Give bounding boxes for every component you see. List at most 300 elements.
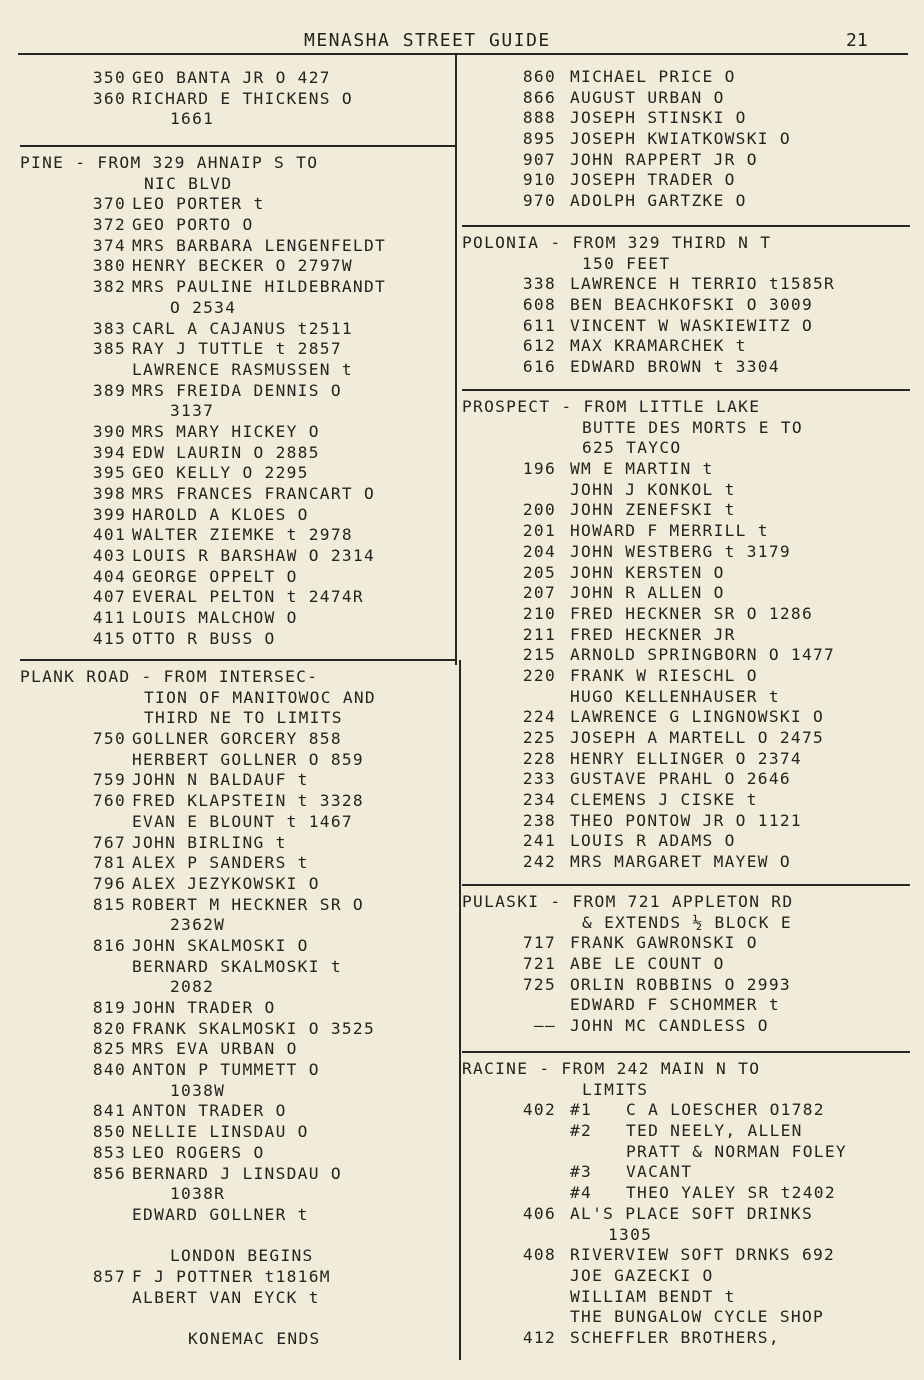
listing-row bbox=[462, 274, 908, 295]
listing-row bbox=[20, 1308, 454, 1329]
street-heading-row bbox=[462, 397, 908, 418]
unit-number: #3 bbox=[570, 1162, 593, 1182]
resident-name: F J POTTNER t1816M bbox=[132, 1266, 331, 1286]
resident-name: JOHN TRADER O bbox=[132, 998, 276, 1017]
section-divider bbox=[20, 145, 457, 147]
house-number: 225 bbox=[522, 728, 556, 747]
right-column-section bbox=[462, 233, 908, 378]
house-number: 224 bbox=[522, 707, 556, 727]
listing-row bbox=[20, 629, 454, 650]
house-number: 796 bbox=[92, 873, 126, 893]
resident-name: ABE LE COUNT O bbox=[570, 954, 725, 974]
left-column-section bbox=[20, 68, 454, 130]
house-number: 616 bbox=[522, 357, 556, 377]
listing-row bbox=[462, 542, 908, 563]
house-number: 370 bbox=[92, 194, 126, 214]
listing-row bbox=[20, 587, 454, 608]
resident-name: HERBERT GOLLNER O 859 bbox=[132, 749, 364, 769]
listing-row bbox=[462, 645, 908, 666]
listing-row bbox=[462, 438, 908, 459]
resident-name: JOSEPH TRADER O bbox=[570, 170, 736, 190]
resident-name: THEO YALEY SR t2402 bbox=[626, 1183, 836, 1203]
page-title: MENASHA STREET GUIDE bbox=[304, 30, 551, 51]
listing-row bbox=[462, 316, 908, 337]
listing-row bbox=[20, 853, 454, 874]
listing-row bbox=[20, 1164, 454, 1185]
resident-name: JOSEPH A MARTELL O 2475 bbox=[570, 728, 825, 747]
resident-name: JOHN BIRLING t bbox=[132, 832, 287, 852]
resident-name: JOSEPH STINSKI O bbox=[570, 108, 747, 128]
listing-row bbox=[20, 874, 454, 895]
header-rule bbox=[18, 53, 908, 55]
street-heading-row bbox=[20, 667, 454, 688]
section-divider bbox=[462, 1051, 910, 1053]
house-number: 401 bbox=[92, 525, 126, 545]
resident-name: FRANK W RIESCHL O bbox=[570, 665, 758, 685]
listing-row bbox=[462, 975, 908, 996]
house-number: 412 bbox=[522, 1327, 556, 1347]
house-number: 220 bbox=[522, 665, 556, 685]
resident-name: WILLIAM BENDT t bbox=[570, 1286, 736, 1306]
resident-name: EDWARD F SCHOMMER t bbox=[570, 995, 780, 1015]
resident-name: ARNOLD SPRINGBORN O 1477 bbox=[570, 645, 836, 665]
house-number: 820 bbox=[92, 1018, 126, 1038]
listing-row bbox=[462, 995, 908, 1016]
listing-row bbox=[20, 1246, 454, 1267]
listing-row bbox=[20, 525, 454, 546]
resident-name: 1038R bbox=[170, 1184, 226, 1204]
street-heading: PLANK ROAD - FROM INTERSEC- bbox=[20, 667, 319, 686]
house-number: 760 bbox=[92, 791, 126, 811]
listing-row bbox=[462, 88, 908, 109]
listing-row bbox=[20, 957, 454, 978]
house-number: 910 bbox=[522, 170, 556, 190]
resident-name: EDWARD GOLLNER t bbox=[132, 1204, 309, 1224]
resident-name: ANTON TRADER O bbox=[132, 1101, 287, 1121]
listing-row bbox=[20, 915, 454, 936]
resident-name: BUTTE DES MORTS E TO bbox=[582, 417, 803, 437]
listing-row bbox=[20, 1081, 454, 1102]
listing-row bbox=[20, 339, 454, 360]
listing-row bbox=[462, 254, 908, 275]
right-column-section bbox=[462, 397, 908, 873]
listing-row bbox=[462, 336, 908, 357]
house-number: 215 bbox=[522, 645, 556, 665]
resident-name: JOHN N BALDAUF t bbox=[132, 770, 309, 790]
listing-row bbox=[462, 295, 908, 316]
resident-name: JOHN SKALMOSKI O bbox=[132, 935, 309, 955]
house-number: 233 bbox=[522, 769, 556, 789]
house-number: 888 bbox=[522, 108, 556, 128]
house-number: 853 bbox=[92, 1142, 126, 1162]
house-number: 390 bbox=[92, 421, 126, 441]
resident-name: 1038W bbox=[170, 1080, 226, 1100]
resident-name: EVAN E BLOUNT t 1467 bbox=[132, 811, 353, 831]
house-number: 372 bbox=[92, 215, 126, 235]
house-number: 399 bbox=[92, 504, 126, 524]
listing-row bbox=[462, 500, 908, 521]
house-number: 725 bbox=[522, 974, 556, 994]
listing-row bbox=[462, 1204, 908, 1225]
listing-row bbox=[20, 936, 454, 957]
house-number: 207 bbox=[522, 583, 556, 603]
listing-row bbox=[462, 563, 908, 584]
house-number: 767 bbox=[92, 832, 126, 852]
resident-name: BERNARD J LINSDAU O bbox=[132, 1163, 342, 1183]
resident-name: 3137 bbox=[170, 401, 215, 421]
listing-row bbox=[20, 708, 454, 729]
listing-row bbox=[462, 707, 908, 728]
listing-row bbox=[462, 831, 908, 852]
listing-row bbox=[20, 750, 454, 771]
resident-name: AUGUST URBAN O bbox=[570, 87, 725, 107]
listing-row bbox=[462, 129, 908, 150]
listing-row bbox=[462, 1307, 908, 1328]
listing-row bbox=[20, 319, 454, 340]
listing-row bbox=[462, 357, 908, 378]
resident-name: C A LOESCHER O1782 bbox=[626, 1100, 825, 1120]
listing-row bbox=[462, 1121, 908, 1142]
street-heading-row bbox=[462, 1059, 908, 1080]
listing-row bbox=[462, 666, 908, 687]
listing-row bbox=[20, 298, 454, 319]
resident-name: GEO BANTA JR O 427 bbox=[132, 68, 331, 87]
house-number: 404 bbox=[92, 566, 126, 586]
resident-name: SCHEFFLER BROTHERS, bbox=[570, 1327, 780, 1347]
resident-name: MRS MARGARET MAYEW O bbox=[570, 852, 791, 872]
listing-row bbox=[20, 381, 454, 402]
resident-name: BEN BEACHKOFSKI O 3009 bbox=[570, 295, 814, 315]
listing-row bbox=[20, 608, 454, 629]
resident-name: 625 TAYCO bbox=[582, 438, 682, 458]
resident-name: ALBERT VAN EYCK t bbox=[132, 1287, 320, 1307]
resident-name: LIMITS bbox=[582, 1079, 649, 1099]
listing-row bbox=[462, 954, 908, 975]
resident-name: GEORGE OPPELT O bbox=[132, 566, 298, 586]
resident-name: TION OF MANITOWOC AND bbox=[144, 687, 376, 707]
listing-row bbox=[20, 1184, 454, 1205]
listing-row bbox=[20, 729, 454, 750]
house-number: 380 bbox=[92, 256, 126, 276]
listing-row bbox=[20, 422, 454, 443]
section-divider bbox=[462, 884, 910, 886]
house-number: 721 bbox=[522, 954, 556, 974]
resident-name: VACANT bbox=[626, 1162, 693, 1182]
resident-name: JOHN WESTBERG t 3179 bbox=[570, 541, 791, 561]
listing-row bbox=[462, 1080, 908, 1101]
resident-name: BERNARD SKALMOSKI t bbox=[132, 956, 342, 976]
unit-number: #4 bbox=[570, 1183, 593, 1203]
resident-name: JOHN KERSTEN O bbox=[570, 562, 725, 582]
street-heading-row bbox=[462, 233, 908, 254]
listing-row bbox=[20, 360, 454, 381]
house-number: 841 bbox=[92, 1101, 126, 1121]
street-heading: RACINE - FROM 242 MAIN N TO bbox=[462, 1059, 761, 1078]
listing-row bbox=[20, 236, 454, 257]
listing-row bbox=[20, 895, 454, 916]
listing-row bbox=[462, 1183, 908, 1204]
resident-name: LONDON BEGINS bbox=[170, 1246, 314, 1266]
resident-name: LOUIS R BARSHAW O 2314 bbox=[132, 546, 376, 566]
street-heading: PINE - FROM 329 AHNAIP S TO bbox=[20, 153, 319, 172]
house-number: 385 bbox=[92, 339, 126, 359]
listing-row bbox=[462, 108, 908, 129]
resident-name: FRED HECKNER SR O 1286 bbox=[570, 603, 814, 623]
resident-name: RICHARD E THICKENS O bbox=[132, 88, 353, 108]
resident-name: NIC BLVD bbox=[144, 173, 233, 193]
resident-name: 2082 bbox=[170, 977, 215, 997]
resident-name: FRED KLAPSTEIN t 3328 bbox=[132, 791, 364, 811]
resident-name: MRS MARY HICKEY O bbox=[132, 421, 320, 441]
listing-row bbox=[20, 463, 454, 484]
listing-row bbox=[20, 109, 454, 130]
listing-row bbox=[20, 977, 454, 998]
listing-row bbox=[20, 68, 454, 89]
listing-row bbox=[20, 1288, 454, 1309]
page-header bbox=[0, 30, 924, 52]
resident-name: LEO PORTER t bbox=[132, 194, 265, 214]
house-number: 819 bbox=[92, 998, 126, 1017]
house-number: 201 bbox=[522, 521, 556, 541]
unit-number: #1 bbox=[570, 1100, 593, 1120]
listing-row bbox=[20, 833, 454, 854]
listing-row bbox=[462, 1162, 908, 1183]
resident-name: ROBERT M HECKNER SR O bbox=[132, 894, 364, 914]
resident-name: ALEX P SANDERS t bbox=[132, 853, 309, 873]
house-number: 411 bbox=[92, 608, 126, 628]
house-number: —— bbox=[533, 1016, 556, 1036]
listing-row bbox=[462, 1245, 908, 1266]
resident-name: THE BUNGALOW CYCLE SHOP bbox=[570, 1307, 825, 1327]
house-number: 204 bbox=[522, 541, 556, 561]
resident-name: WM E MARTIN t bbox=[570, 459, 714, 479]
listing-row bbox=[462, 604, 908, 625]
listing-row bbox=[20, 1143, 454, 1164]
section-divider bbox=[462, 225, 910, 227]
house-number: 907 bbox=[522, 149, 556, 169]
listing-row bbox=[462, 1142, 908, 1163]
house-number: 406 bbox=[522, 1203, 556, 1223]
resident-name: JOSEPH KWIATKOWSKI O bbox=[570, 129, 791, 149]
resident-name: ADOLPH GARTZKE O bbox=[570, 191, 747, 211]
listing-row bbox=[20, 1205, 454, 1226]
house-number: 608 bbox=[522, 295, 556, 315]
resident-name: & EXTENDS ½ BLOCK E bbox=[582, 912, 792, 932]
resident-name: HENRY ELLINGER O 2374 bbox=[570, 748, 802, 768]
house-number: 857 bbox=[92, 1266, 126, 1286]
house-number: 210 bbox=[522, 603, 556, 623]
resident-name: GEO KELLY O 2295 bbox=[132, 463, 309, 483]
right-column-section bbox=[462, 1059, 908, 1349]
resident-name: FRANK SKALMOSKI O 3525 bbox=[132, 1018, 376, 1038]
listing-row bbox=[462, 67, 908, 88]
house-number: 816 bbox=[92, 935, 126, 955]
resident-name: AL'S PLACE SOFT DRINKS bbox=[570, 1203, 814, 1223]
listing-row bbox=[462, 1016, 908, 1037]
resident-name: CARL A CAJANUS t2511 bbox=[132, 318, 353, 338]
resident-name: PRATT & NORMAN FOLEY bbox=[626, 1141, 847, 1161]
house-number: 234 bbox=[522, 790, 556, 810]
listing-row bbox=[20, 1329, 454, 1350]
house-number: 228 bbox=[522, 748, 556, 768]
house-number: 895 bbox=[522, 129, 556, 149]
resident-name: O 2534 bbox=[170, 297, 237, 317]
house-number: 238 bbox=[522, 810, 556, 830]
listing-row bbox=[462, 191, 908, 212]
listing-row bbox=[462, 749, 908, 770]
listing-row bbox=[462, 811, 908, 832]
listing-row bbox=[462, 728, 908, 749]
listing-row bbox=[20, 546, 454, 567]
listing-row bbox=[462, 1328, 908, 1349]
house-number: 815 bbox=[92, 894, 126, 914]
resident-name: TED NEELY, ALLEN bbox=[626, 1121, 803, 1141]
listing-row bbox=[20, 1060, 454, 1081]
house-number: 759 bbox=[92, 770, 126, 790]
resident-name: LAWRENCE G LINGNOWSKI O bbox=[570, 707, 825, 727]
listing-row bbox=[462, 1100, 908, 1121]
resident-name: KONEMAC ENDS bbox=[188, 1329, 321, 1348]
resident-name: GUSTAVE PRAHL O 2646 bbox=[570, 769, 791, 789]
house-number: 338 bbox=[522, 274, 556, 294]
listing-row bbox=[20, 688, 454, 709]
house-number: 840 bbox=[92, 1060, 126, 1080]
resident-name: ANTON P TUMMETT O bbox=[132, 1060, 320, 1080]
house-number: 717 bbox=[522, 933, 556, 953]
resident-name: MRS PAULINE HILDEBRANDT bbox=[132, 277, 387, 297]
listing-row bbox=[462, 625, 908, 646]
resident-name: LEO ROGERS O bbox=[132, 1142, 265, 1162]
listing-row bbox=[462, 480, 908, 501]
resident-name: JOHN ZENEFSKI t bbox=[570, 500, 736, 520]
house-number: 394 bbox=[92, 442, 126, 462]
resident-name: NELLIE LINSDAU O bbox=[132, 1122, 309, 1142]
house-number: 415 bbox=[92, 628, 126, 648]
page-number: 21 bbox=[846, 30, 868, 51]
resident-name: HOWARD F MERRILL t bbox=[570, 521, 769, 541]
listing-row bbox=[462, 1266, 908, 1287]
house-number: 611 bbox=[522, 315, 556, 335]
listing-row bbox=[462, 1225, 908, 1246]
resident-name: JOHN R ALLEN O bbox=[570, 583, 725, 603]
house-number: 205 bbox=[522, 562, 556, 582]
house-number: 389 bbox=[92, 380, 126, 400]
resident-name: 2362W bbox=[170, 915, 226, 935]
house-number: 398 bbox=[92, 484, 126, 503]
house-number: 850 bbox=[92, 1122, 126, 1142]
resident-name: JOHN J KONKOL t bbox=[570, 479, 736, 499]
right-column-section bbox=[462, 892, 908, 1037]
resident-name: HAROLD A KLOES O bbox=[132, 504, 309, 524]
resident-name: LOUIS R ADAMS O bbox=[570, 831, 736, 851]
listing-row bbox=[20, 1039, 454, 1060]
unit-number: #2 bbox=[570, 1121, 593, 1141]
resident-name: MRS EVA URBAN O bbox=[132, 1039, 298, 1059]
resident-name: CLEMENS J CISKE t bbox=[570, 790, 758, 810]
left-column-section bbox=[20, 667, 454, 1350]
listing-row bbox=[462, 150, 908, 171]
listing-row bbox=[20, 791, 454, 812]
resident-name: EDWARD BROWN t 3304 bbox=[570, 357, 780, 377]
resident-name: EVERAL PELTON t 2474R bbox=[132, 587, 364, 607]
listing-row bbox=[20, 998, 454, 1019]
resident-name: 1661 bbox=[170, 109, 215, 129]
house-number: 241 bbox=[522, 831, 556, 851]
resident-name: 150 FEET bbox=[582, 253, 671, 273]
listing-row bbox=[20, 89, 454, 110]
listing-row bbox=[462, 913, 908, 934]
right-column-section bbox=[462, 67, 908, 212]
resident-name: RAY J TUTTLE t 2857 bbox=[132, 339, 342, 359]
listing-row bbox=[20, 770, 454, 791]
resident-name: MAX KRAMARCHEK t bbox=[570, 336, 747, 356]
section-divider bbox=[20, 659, 457, 661]
listing-row bbox=[20, 484, 454, 505]
listing-row bbox=[20, 194, 454, 215]
resident-name: WALTER ZIEMKE t 2978 bbox=[132, 525, 353, 545]
resident-name: JOHN RAPPERT JR O bbox=[570, 149, 758, 169]
resident-name: MICHAEL PRICE O bbox=[570, 67, 736, 86]
resident-name: JOHN MC CANDLESS O bbox=[570, 1016, 769, 1036]
listing-row bbox=[20, 401, 454, 422]
listing-row bbox=[20, 505, 454, 526]
listing-row bbox=[462, 790, 908, 811]
listing-row bbox=[20, 174, 454, 195]
column-divider-lower bbox=[459, 660, 461, 1360]
listing-row bbox=[462, 769, 908, 790]
house-number: 860 bbox=[522, 67, 556, 86]
house-number: 403 bbox=[92, 546, 126, 566]
resident-name: THIRD NE TO LIMITS bbox=[144, 708, 343, 728]
listing-row bbox=[462, 933, 908, 954]
listing-row bbox=[462, 170, 908, 191]
listing-row bbox=[20, 1122, 454, 1143]
house-number: 200 bbox=[522, 500, 556, 520]
listing-row bbox=[462, 1287, 908, 1308]
resident-name: VINCENT W WASKIEWITZ O bbox=[570, 315, 814, 335]
house-number: 242 bbox=[522, 852, 556, 872]
house-number: 866 bbox=[522, 87, 556, 107]
house-number: 374 bbox=[92, 235, 126, 255]
listing-row bbox=[20, 277, 454, 298]
listing-row bbox=[462, 521, 908, 542]
listing-row bbox=[20, 443, 454, 464]
resident-name: GEO PORTO O bbox=[132, 215, 254, 235]
house-number: 383 bbox=[92, 318, 126, 338]
resident-name: ALEX JEZYKOWSKI O bbox=[132, 873, 320, 893]
house-number: 407 bbox=[92, 587, 126, 607]
house-number: 750 bbox=[92, 729, 126, 749]
house-number: 970 bbox=[522, 191, 556, 211]
section-divider bbox=[462, 389, 910, 391]
listing-row bbox=[20, 256, 454, 277]
listing-row bbox=[462, 418, 908, 439]
house-number: 382 bbox=[92, 277, 126, 297]
house-number: 612 bbox=[522, 336, 556, 356]
listing-row bbox=[462, 583, 908, 604]
left-column-section bbox=[20, 153, 454, 650]
resident-name: JOE GAZECKI O bbox=[570, 1265, 714, 1285]
house-number: 781 bbox=[92, 853, 126, 873]
resident-name: OTTO R BUSS O bbox=[132, 628, 276, 648]
listing-row bbox=[20, 1267, 454, 1288]
house-number: 395 bbox=[92, 463, 126, 483]
resident-name: MRS FREIDA DENNIS O bbox=[132, 380, 342, 400]
house-number: 825 bbox=[92, 1039, 126, 1059]
resident-name: HUGO KELLENHAUSER t bbox=[570, 686, 780, 706]
resident-name: GOLLNER GORCERY 858 bbox=[132, 729, 342, 749]
house-number: 350 bbox=[92, 68, 126, 87]
